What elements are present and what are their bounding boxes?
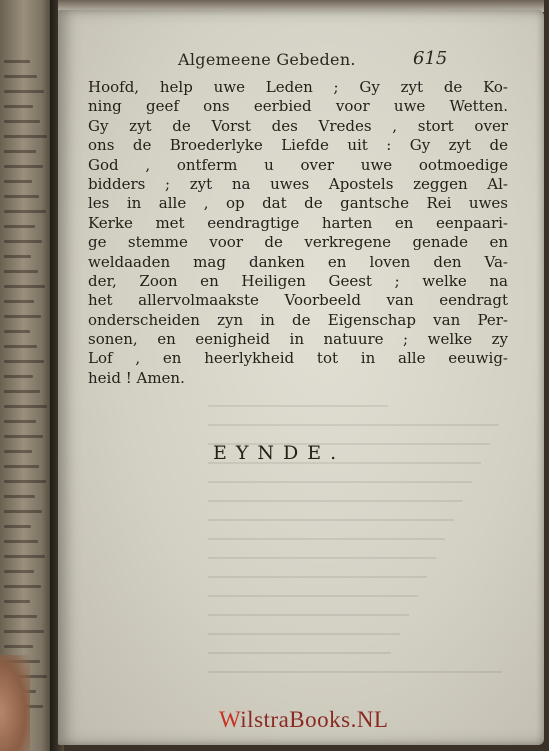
text-line: Lof , en heerlykheid tot in alle eeuwig- xyxy=(88,349,508,368)
ghost-line xyxy=(4,570,34,573)
ghost-line xyxy=(4,540,38,543)
ghost-line xyxy=(4,255,31,258)
show-through-line xyxy=(208,538,445,540)
ghost-line xyxy=(4,390,40,393)
body-text xyxy=(88,78,508,388)
ghost-line xyxy=(4,405,47,408)
ghost-line xyxy=(4,480,46,483)
text-line: heid ! Amen. xyxy=(88,368,185,387)
text-line: ning geef ons eerbied voor uwe Wetten. xyxy=(88,97,508,116)
text-line: les in alle , op dat de gantsche Rei uwes xyxy=(88,194,508,213)
ghost-line xyxy=(4,420,36,423)
ghost-line xyxy=(4,450,32,453)
ghost-line xyxy=(4,375,33,378)
page-header xyxy=(58,46,544,74)
left-page-edge xyxy=(0,0,52,751)
text-line: onderscheiden zyn in de Eigenschap van Per- xyxy=(88,310,508,329)
ghost-line xyxy=(4,210,46,213)
text-line: ons de Broederlyke Liefde uit : Gy zyt de xyxy=(88,136,508,155)
text-line: bidders ; zyt na uwes Apostels zeggen Al- xyxy=(88,174,508,193)
text-line: Hoofd, help uwe Leden ; Gy zyt de Ko- xyxy=(88,78,508,96)
text-line: God , ontferm u over uwe ootmoedige xyxy=(88,155,508,174)
ghost-line xyxy=(4,105,33,108)
book-page xyxy=(58,10,544,745)
ghost-line xyxy=(4,285,45,288)
ghost-line xyxy=(4,510,42,513)
ghost-line xyxy=(4,75,37,78)
ghost-line xyxy=(4,150,36,153)
text-line: Kerke met eendragtige harten en eenpaari- xyxy=(88,213,508,232)
ghost-line xyxy=(4,345,37,348)
ghost-line xyxy=(4,180,32,183)
thumb xyxy=(0,655,30,751)
show-through-line xyxy=(208,652,391,654)
show-through-line xyxy=(208,405,388,407)
ghost-line xyxy=(4,630,44,633)
show-through-line xyxy=(208,519,454,521)
ghost-line xyxy=(4,465,39,468)
ghost-line xyxy=(4,555,45,558)
show-through-line xyxy=(208,614,409,616)
ghost-line xyxy=(4,195,39,198)
ghost-line xyxy=(4,240,42,243)
end-mark: EYNDE. xyxy=(213,442,346,464)
ghost-line xyxy=(4,645,33,648)
ghost-line xyxy=(4,90,44,93)
ghost-line xyxy=(4,525,31,528)
ghost-line xyxy=(4,300,34,303)
watermark-initial: W xyxy=(219,707,241,732)
text-line: het allervolmaakste Voorbeeld van eendragt xyxy=(88,291,508,310)
watermark-text: ilstraBooks.NL xyxy=(240,707,389,732)
ghost-line xyxy=(4,585,41,588)
ghost-line xyxy=(4,270,38,273)
text-line: ge stemme voor de verkregene genade en xyxy=(88,233,508,252)
ghost-line xyxy=(4,435,43,438)
ghost-line xyxy=(4,615,37,618)
ghost-line xyxy=(4,360,44,363)
ghost-line xyxy=(4,120,40,123)
show-through-line xyxy=(208,671,502,673)
text-line: Gy zyt de Vorst des Vredes , stort over xyxy=(88,116,508,135)
show-through-line xyxy=(208,500,463,502)
watermark xyxy=(219,707,389,733)
ghost-line xyxy=(4,330,30,333)
text-line: sonen, en eenigheid in natuure ; welke zy xyxy=(88,330,508,349)
show-through-line xyxy=(208,595,418,597)
ghost-line xyxy=(4,60,30,63)
ghost-line xyxy=(4,495,35,498)
ghost-line xyxy=(4,135,47,138)
show-through-line xyxy=(208,576,427,578)
page-number: 615 xyxy=(413,48,448,69)
show-through-line xyxy=(208,557,436,559)
ghost-line xyxy=(4,225,35,228)
ghost-line xyxy=(4,165,43,168)
text-line: der, Zoon en Heiligen Geest ; welke na xyxy=(88,271,508,290)
text-line: weldaaden mag danken en loven den Va- xyxy=(88,252,508,271)
running-head: Algemeene Gebeden. xyxy=(178,50,356,69)
show-through-line xyxy=(208,481,472,483)
ghost-line xyxy=(4,600,30,603)
ghost-line xyxy=(4,315,41,318)
show-through-line xyxy=(208,424,499,426)
show-through-line xyxy=(208,633,400,635)
